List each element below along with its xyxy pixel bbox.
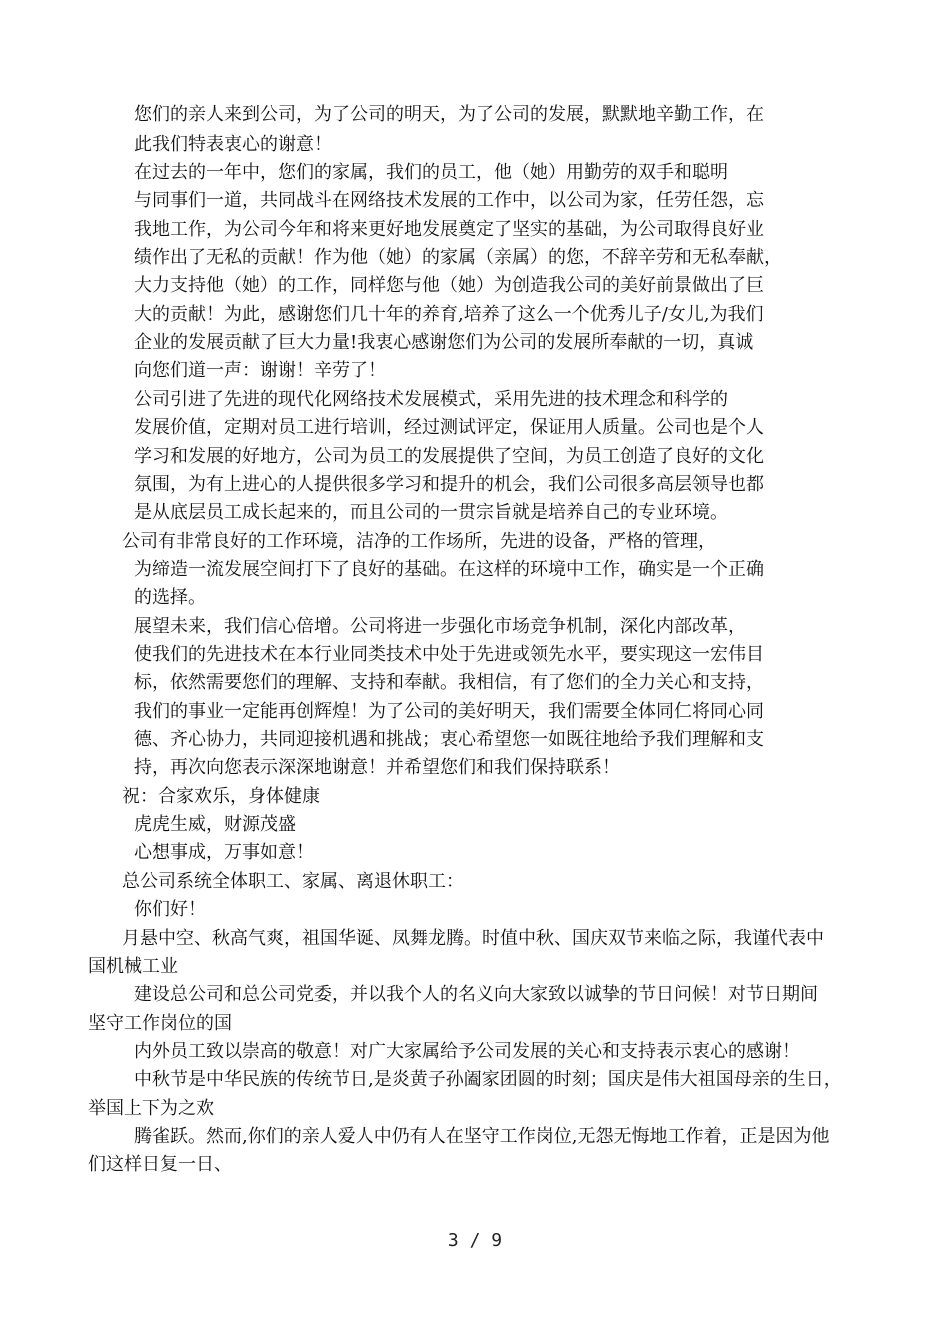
- text-line: 举国上下为之欢: [88, 1098, 214, 1119]
- text-line: 你们好！: [134, 899, 206, 920]
- text-line: 公司有非常良好的工作环境，洁净的工作场所，先进的设备，严格的管理，: [122, 531, 716, 552]
- text-line: 在过去的一年中，您们的家属，我们的员工，他（她）用勤劳的双手和聪明: [134, 162, 728, 183]
- text-line: 月悬中空、秋高气爽，祖国华诞、凤舞龙腾。时值中秋、国庆双节来临之际，我谨代表中: [122, 928, 824, 949]
- text-line: 向您们道一声：谢谢！辛劳了！: [134, 360, 386, 381]
- text-line: 坚守工作岗位的国: [88, 1013, 232, 1034]
- text-line: 的选择。: [134, 587, 206, 608]
- text-line: 为缔造一流发展空间打下了良好的基础。在这样的环境中工作，确实是一个正确: [134, 559, 764, 580]
- text-line: 总公司系统全体职工、家属、离退休职工：: [122, 871, 464, 892]
- text-line: 虎虎生威，财源茂盛: [134, 814, 296, 835]
- text-line: 我们的事业一定能再创辉煌！为了公司的美好明天，我们需要全体同仁将同心同: [134, 701, 764, 722]
- text-line: 企业的发展贡献了巨大力量!我衷心感谢您们为公司的发展所奉献的一切，真诚: [134, 332, 754, 353]
- text-line: 公司引进了先进的现代化网络技术发展模式，采用先进的技术理念和科学的: [134, 389, 728, 410]
- text-line: 大的贡献！为此，感谢您们几十年的养育,培养了这么一个优秀儿子/女儿,为我们: [134, 304, 764, 325]
- text-line: 学习和发展的好地方，公司为员工的发展提供了空间，为员工创造了良好的文化: [134, 446, 764, 467]
- text-line: 腾雀跃。然而,你们的亲人爱人中仍有人在坚守工作岗位,无怨无悔地工作着，正是因为他: [134, 1126, 830, 1147]
- text-line: 持，再次向您表示深深地谢意！并希望您们和我们保持联系！: [134, 757, 620, 778]
- text-line: 们这样日复一日、: [88, 1154, 232, 1175]
- text-line: 内外员工致以崇高的敬意！对广大家属给予公司发展的关心和支持表示衷心的感谢！: [134, 1041, 800, 1062]
- text-line: 中秋节是中华民族的传统节日,是炎黄子孙阖家团圆的时刻；国庆是伟大祖国母亲的生日，: [134, 1069, 842, 1090]
- text-line: 大力支持他（她）的工作，同样您与他（她）为创造我公司的美好前景做出了巨: [134, 275, 764, 296]
- page-number: 3 / 9: [447, 1230, 503, 1251]
- text-line: 您们的亲人来到公司，为了公司的明天，为了公司的发展，默默地辛勤工作，在: [134, 104, 764, 125]
- text-line: 此我们特表衷心的谢意！: [134, 134, 332, 155]
- text-line: 与同事们一道，共同战斗在网络技术发展的工作中，以公司为家，任劳任怨，忘: [134, 190, 764, 211]
- text-line: 发展价值，定期对员工进行培训，经过测试评定，保证用人质量。公司也是个人: [134, 417, 764, 438]
- text-line: 国机械工业: [88, 956, 178, 977]
- text-line: 展望未来，我们信心倍增。公司将进一步强化市场竞争机制，深化内部改革，: [134, 616, 746, 637]
- text-line: 氛围，为有上进心的人提供很多学习和提升的机会，我们公司很多高层领导也都: [134, 474, 764, 495]
- text-line: 建设总公司和总公司党委，并以我个人的名义向大家致以诚挚的节日问候！对节日期间: [134, 984, 818, 1005]
- text-line: 祝：合家欢乐，身体健康: [122, 786, 320, 807]
- text-line: 我地工作，为公司今年和将来更好地发展奠定了坚实的基础，为公司取得良好业: [134, 219, 764, 240]
- text-line: 是从底层员工成长起来的，而且公司的一贯宗旨就是培养自己的专业环境。: [134, 502, 728, 523]
- text-line: 标，依然需要您们的理解、支持和奉献。我相信，有了您们的全力关心和支持，: [134, 672, 764, 693]
- text-line: 德、齐心协力，共同迎接机遇和挑战；衷心希望您一如既往地给予我们理解和支: [134, 729, 764, 750]
- text-line: 心想事成，万事如意！: [134, 842, 314, 863]
- text-line: 使我们的先进技术在本行业同类技术中处于先进或领先水平，要实现这一宏伟目: [134, 644, 764, 665]
- text-line: 绩作出了无私的贡献！作为他（她）的家属（亲属）的您，不辞辛劳和无私奉献，: [134, 247, 782, 268]
